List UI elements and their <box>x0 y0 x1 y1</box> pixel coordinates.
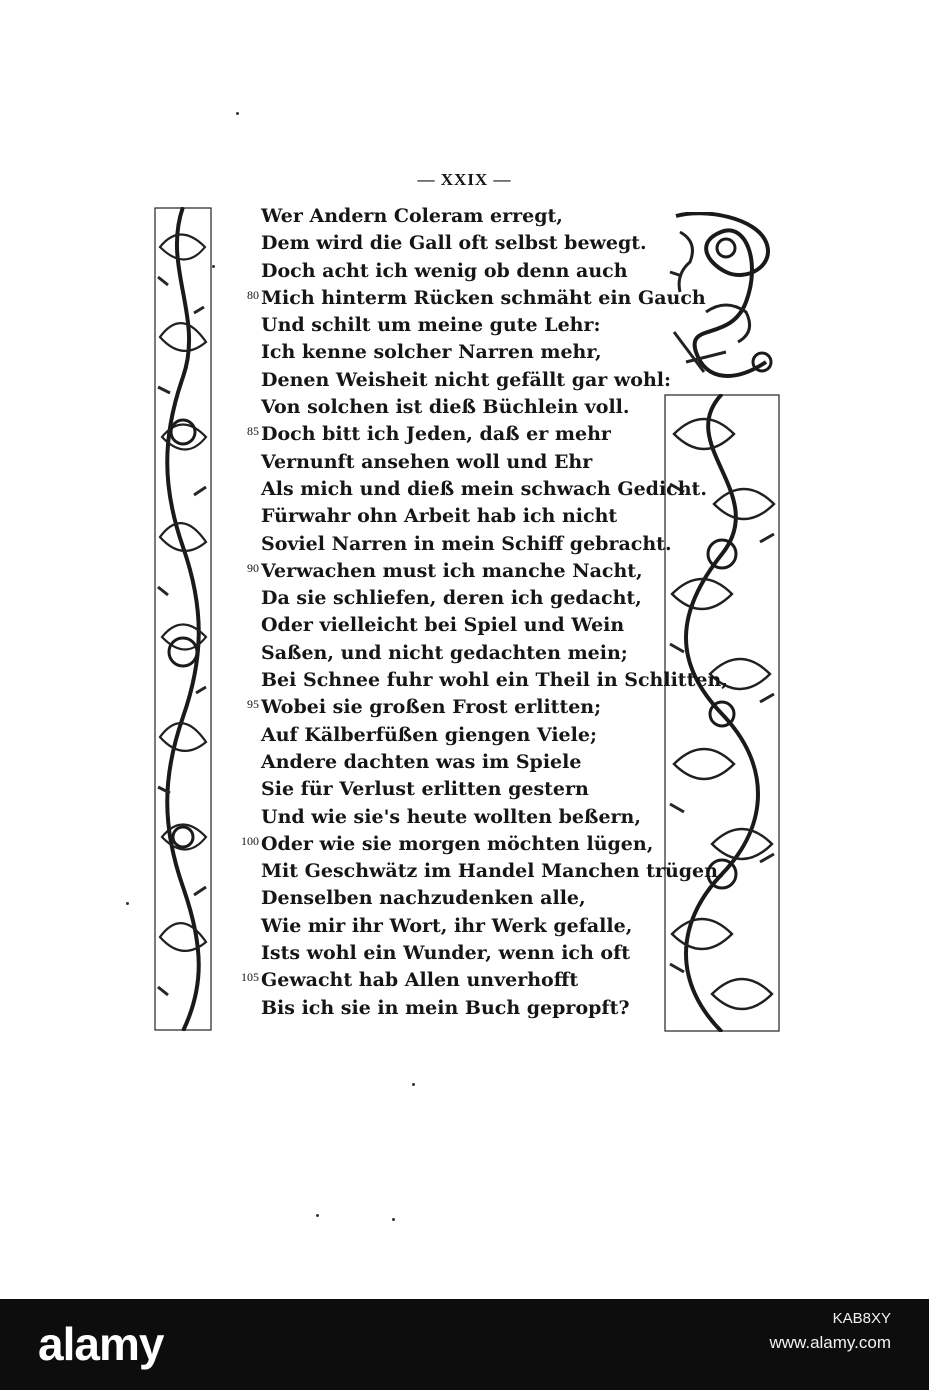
page-number: — XXIX — <box>417 170 512 189</box>
verse-text: Wie mir ihr Wort, ihr Werk gefalle, <box>261 914 633 937</box>
verse-line <box>228 749 658 776</box>
verse-text: Wobei sie großen Frost erlitten; <box>261 696 602 719</box>
line-number: 85 <box>247 424 259 439</box>
verse-line <box>228 667 728 694</box>
verse-line <box>228 858 725 885</box>
verse-text: Und schilt um meine gute Lehr: <box>261 314 601 337</box>
verse-line <box>228 394 658 421</box>
verse-text: Vernunft ansehen woll und Ehr <box>261 450 593 473</box>
verse-line <box>228 694 658 721</box>
verse-text: Von solchen ist dieß Büchlein voll. <box>261 396 630 419</box>
verse-line <box>228 558 658 585</box>
verse-text: Bei Schnee fuhr wohl ein Theil in Schlitten, <box>261 669 728 692</box>
verse-line <box>228 940 658 967</box>
paper-speck <box>412 1083 415 1086</box>
verse-text: Und wie sie's heute wollten beßern, <box>261 805 641 828</box>
verse-line <box>228 585 658 612</box>
verse-line <box>228 339 658 366</box>
verse-line <box>228 449 658 476</box>
verse-line <box>228 203 658 230</box>
floral-border-left <box>154 207 212 1031</box>
verse-line <box>228 531 672 558</box>
verse-line <box>228 230 658 257</box>
alamy-url: www.alamy.com <box>769 1333 891 1352</box>
paper-speck <box>236 112 239 115</box>
image-id: KAB8XY <box>832 1310 891 1327</box>
verse-line <box>228 967 658 994</box>
paper-speck <box>392 1218 395 1221</box>
verse-text: Doch acht ich wenig ob denn auch <box>261 259 628 282</box>
verse-text: Verwachen must ich manche Nacht, <box>261 559 643 582</box>
stock-footer-bar <box>0 1299 929 1390</box>
verse-line <box>228 612 658 639</box>
verse-line <box>228 722 658 749</box>
verse-text: Denen Weisheit nicht gefällt gar wohl: <box>261 368 671 391</box>
verse-text: Oder wie sie morgen möchten lügen, <box>261 832 654 855</box>
paper-speck <box>316 1214 319 1217</box>
line-number: 105 <box>241 970 259 985</box>
verse-block <box>228 203 728 1022</box>
paper-speck <box>212 265 215 268</box>
verse-text: Auf Kälberfüßen giengen Viele; <box>261 723 597 746</box>
verse-text: Als mich und dieß mein schwach Gedicht. <box>261 477 707 500</box>
verse-text: Mit Geschwätz im Handel Manchen trügen. <box>261 860 725 883</box>
verse-line <box>228 885 658 912</box>
verse-text: Fürwahr ohn Arbeit hab ich nicht <box>261 505 618 528</box>
verse-line <box>228 995 658 1022</box>
alamy-logo: alamy <box>38 1318 164 1370</box>
verse-text: Soviel Narren in mein Schiff gebracht. <box>261 532 672 555</box>
verse-line <box>228 776 658 803</box>
verse-text: Denselben nachzudenken alle, <box>261 887 586 910</box>
line-number: 95 <box>247 697 259 712</box>
verse-text: Ich kenne solcher Narren mehr, <box>261 341 602 364</box>
line-number: 100 <box>241 833 259 848</box>
verse-line <box>228 804 658 831</box>
verse-text: Andere dachten was im Spiele <box>261 750 582 773</box>
verse-text: Mich hinterm Rücken schmäht ein Gauch <box>261 286 706 309</box>
verse-text: Saßen, und nicht gedachten mein; <box>261 641 628 664</box>
verse-text: Sie für Verlust erlitten gestern <box>261 778 589 801</box>
verse-line <box>228 312 658 339</box>
verse-line <box>228 913 658 940</box>
verse-text: Oder vielleicht bei Spiel und Wein <box>261 614 625 637</box>
paper-speck <box>126 902 129 905</box>
verse-line <box>228 421 658 448</box>
verse-line <box>228 367 671 394</box>
line-number: 90 <box>247 560 259 575</box>
verse-line <box>228 503 658 530</box>
verse-line <box>228 258 658 285</box>
verse-line <box>228 285 706 312</box>
verse-line <box>228 476 707 503</box>
verse-text: Gewacht hab Allen unverhofft <box>261 969 579 992</box>
verse-text: Ists wohl ein Wunder, wenn ich oft <box>261 942 631 965</box>
line-number: 80 <box>247 287 259 302</box>
verse-line <box>228 831 658 858</box>
verse-text: Doch bitt ich Jeden, daß er mehr <box>261 423 611 446</box>
verse-text: Wer Andern Coleram erregt, <box>261 205 563 227</box>
verse-text: Dem wird die Gall oft selbst bewegt. <box>261 232 647 255</box>
verse-line <box>228 640 658 667</box>
verse-text: Da sie schliefen, deren ich gedacht, <box>261 587 642 610</box>
verse-text: Bis ich sie in mein Buch gepropft? <box>261 996 630 1019</box>
